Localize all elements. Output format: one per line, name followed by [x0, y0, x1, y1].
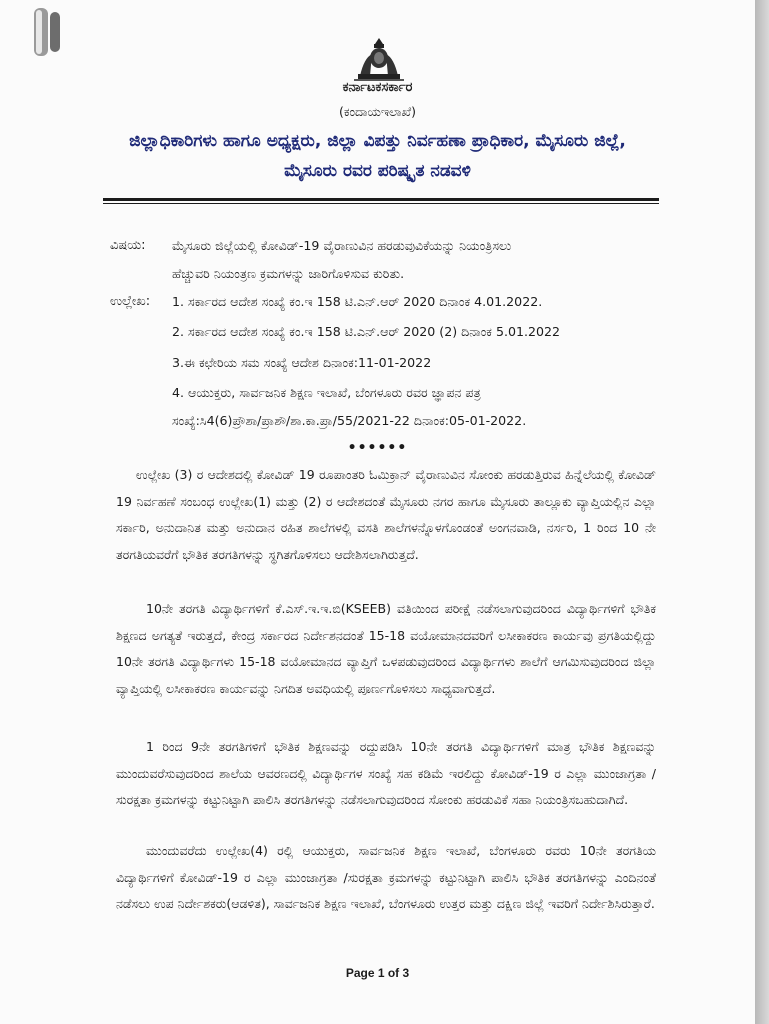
page-number: Page 1 of 3 — [345, 966, 410, 980]
subject-line2: ಹೆಚ್ಚುವರಿ ನಿಯಂತ್ರಣ ಕ್ರಮಗಳನ್ನು ಜಾರಿಗೊಳಿಸುವ ಕುರಿತು. — [172, 266, 405, 281]
reference-item-4: 4. ಆಯುಕ್ತರು, ಸಾರ್ವಜನಿಕ ಶಿಕ್ಷಣ ಇಲಾಖೆ, ಬೆಂಗಳೂರು ರವರ ಜ್ಞಾಪನ ಪತ್ರ — [172, 385, 481, 400]
section-separator: •••••• — [347, 440, 408, 456]
karnataka-emblem-icon — [350, 36, 408, 82]
paragraph-2: 10ನೇ ತರಗತಿ ವಿದ್ಯಾರ್ಥಿಗಳಿಗೆ ಕೆ.ಎಸ್.ಇ.ಇ.ಬಿ(KSEEB) ವತಿಯಿಂದ ಪರೀಕ್ಷೆ ನಡೆಸಲಾಗುವುದರಿಂದ ವಿದ್ಯಾರ್ಥಿಗಳಿಗೆ ಭೌತಿಕ ಶಿಕ್ಷಣದ ಅಗತ್ಯತೆ ಇರುತ್ತದೆ, ಕೇಂದ್ರ ಸರ್ಕಾರದ ನಿರ್ದೇಶನದಂತೆ 15-18 ವಯೋಮಾನದವರಿಗೆ ಲಸೀಕಾಕರಣ ಕಾರ್ಯವು ಪ್ರಗತಿಯಲ್ಲಿದ್ದು 10ನೇ ತರಗತಿ ವಿದ್ಯಾರ್ಥಿಗಳು 15-18 ವಯೋಮಾನದ ವ್ಯಾಪ್ತಿಗೆ ಒಳಪಡುವುದರಿಂದ ವಿದ್ಯಾರ್ಥಿಗಳು ಶಾಲೆಗೆ ಆಗಮಿಸುವುದರಿಂದ ಜಿಲ್ಲಾ ವ್ಯಾಪ್ತಿಯಲ್ಲಿ ಲಸೀಕಾಕರಣ ಕಾರ್ಯವನ್ನು ನಿಗದಿತ ಅವಧಿಯಲ್ಲಿ ಪೂರ್ಣಗೊಳಿಸಲು ಸಾಧ್ಯವಾಗುತ್ತದೆ. — [116, 601, 656, 696]
govt-name: ಕರ್ನಾಟಕಸರ್ಕಾರ — [342, 80, 413, 95]
header-divider-thin — [103, 203, 659, 204]
department-name: (ಕಂದಾಯಇಲಾಖೆ) — [338, 104, 417, 119]
paragraph-1: ಉಲ್ಲೇಖ (3) ರ ಆದೇಶದಲ್ಲಿ ಕೋವಿಡ್ 19 ರೂಪಾಂತರಿ ಓಮಿಕ್ರಾನ್ ವೈರಾಣುವಿನ ಸೋಂಕು ಹರಡುತ್ತಿರುವ ಹಿನ್ನೆಲೆಯಲ್ಲಿ ಕೋವಿಡ್ 19 ನಿರ್ವಹಣೆ ಸಂಬಂಧ ಉಲ್ಲೇಖ(1) ಮತ್ತು (2) ರ ಆದೇಶದಂತೆ ಮೈಸೂರು ನಗರ ಹಾಗೂ ಮೈಸೂರು ತಾಲ್ಲೂಕು ವ್ಯಾಪ್ತಿಯಲ್ಲಿನ ಎಲ್ಲಾ ಸರ್ಕಾರಿ, ಅನುದಾನಿತ ಮತ್ತು ಅನುದಾನ ರಹಿತ ಶಾಲೆಗಳಲ್ಲಿ ವಸತಿ ಶಾಲೆಗಳನ್ನೊಳಗೊಂಡಂತೆ ಅಂಗನವಾಡಿ, ನರ್ಸರಿ, 1 ರಿಂದ 10 ನೇ ತರಗತಿಯವರೆಗೆ ಭೌತಿಕ ತರಗತಿಗಳನ್ನು ಸ್ಥಗಿತಗೊಳಿಸಲು ಆದೇಶಿಸಲಾಗಿರುತ್ತದೆ. — [116, 467, 656, 562]
paragraph-4: ಮುಂದುವರೆದು ಉಲ್ಲೇಖ(4) ರಲ್ಲಿ ಆಯುಕ್ತರು, ಸಾರ್ವಜನಿಕ ಶಿಕ್ಷಣ ಇಲಾಖೆ, ಬೆಂಗಳೂರು ರವರು 10ನೇ ತರಗತಿಯ ವಿದ್ಯಾರ್ಥಿಗಳಿಗೆ ಕೋವಿಡ್-19 ರ ಎಲ್ಲಾ ಮುಂಜಾಗ್ರತಾ /ಸುರಕ್ಷತಾ ಕ್ರಮಗಳನ್ನು ಕಟ್ಟುನಿಟ್ಟಾಗಿ ಪಾಲಿಸಿ ಭೌತಿಕ ತರಗತಿಗಳನ್ನು ಎಂದಿನಂತೆ ನಡೆಸಲು ಉಪ ನಿರ್ದೇಶಕರು(ಆಡಳಿತ), ಸಾರ್ವಜನಿಕ ಶಿಕ್ಷಣ ಇಲಾಖೆ, ಬೆಂಗಳೂರು ಉತ್ತರ ಮತ್ತು ದಕ್ಷಿಣ ಜಿಲ್ಲೆ ಇವರಿಗೆ ನಿರ್ದೇಶಿಸಿರುತ್ತಾರೆ. — [116, 843, 656, 911]
reference-item-4-cont: ಸಂಖ್ಯೆ:ಸಿ4(6)ಪ್ರೌಶಾ/ಪ್ರಾಶೌ/ಶಾ.ಕಾ.ಪ್ರಾ/55/2021-22 ದಿನಾಂಕ:05-01-2022. — [172, 413, 527, 428]
authority-title-line1: ಜಿಲ್ಲಾಧಿಕಾರಿಗಳು ಹಾಗೂ ಅಧ್ಯಕ್ಷರು, ಜಿಲ್ಲಾ ವಿಪತ್ತು ನಿರ್ವಹಣಾ ಪ್ರಾಧಿಕಾರ, ಮೈಸೂರು ಜಿಲ್ಲೆ, — [129, 131, 626, 151]
binder-clip-icon — [28, 6, 66, 58]
subject-label: ವಿಷಯ: — [110, 238, 146, 253]
header-divider-thick — [103, 198, 659, 201]
reference-item-3: 3.ಈ ಕಛೇರಿಯ ಸಮ ಸಂಖ್ಯೆ ಆದೇಶ ದಿನಾಂಕ:11-01-2022 — [172, 355, 432, 370]
authority-title-line2: ಮೈಸೂರು ರವರ ಪರಿಷ್ಕೃತ ನಡವಳಿ — [284, 161, 471, 181]
paragraph-3: 1 ರಿಂದ 9ನೇ ತರಗತಿಗಳಿಗೆ ಭೌತಿಕ ಶಿಕ್ಷಣವನ್ನು ರದ್ದುಪಡಿಸಿ 10ನೇ ತರಗತಿ ವಿದ್ಯಾರ್ಥಿಗಳಿಗೆ ಮಾತ್ರ ಭೌತಿಕ ಶಿಕ್ಷಣವನ್ನು ಮುಂದುವರೆಸುವುದರಿಂದ ಶಾಲೆಯ ಆವರಣದಲ್ಲಿ ವಿದ್ಯಾರ್ಥಿಗಳ ಸಂಖ್ಯೆ ಸಹ ಕಡಿಮೆ ಇರಲಿದ್ದು ಕೋವಿಡ್-19 ರ ಎಲ್ಲಾ ಮುಂಜಾಗ್ರತಾ /ಸುರಕ್ಷತಾ ಕ್ರಮಗಳನ್ನು ಕಟ್ಟುನಿಟ್ಟಾಗಿ ಪಾಲಿಸಿ ತರಗತಿಗಳನ್ನು ನಡೆಸಲಾಗುವುದರಿಂದ ಸೋಂಕು ಹರಡುವಿಕೆ ಸಹಾ ನಿಯಂತ್ರಿಸಬಹುದಾಗಿದೆ. — [116, 739, 656, 807]
reference-label: ಉಲ್ಲೇಖ: — [110, 294, 151, 309]
page-edge-shadow — [755, 0, 769, 1024]
reference-item-2: 2. ಸರ್ಕಾರದ ಆದೇಶ ಸಂಖ್ಯೆ ಕಂ.ಇ 158 ಟಿ.ಎನ್.ಆರ್ 2020 (2) ದಿನಾಂಕ 5.01.2022 — [172, 324, 561, 339]
reference-item-1: 1. ಸರ್ಕಾರದ ಆದೇಶ ಸಂಖ್ಯೆ ಕಂ.ಇ 158 ಟಿ.ಎನ್.ಆರ್ 2020 ದಿನಾಂಕ 4.01.2022. — [172, 294, 543, 309]
subject-line1: ಮೈಸೂರು ಜಿಲ್ಲೆಯಲ್ಲಿ ಕೋವಿಡ್-19 ವೈರಾಣುವಿನ ಹರಡುವುವಿಕೆಯನ್ನು ನಿಯಂತ್ರಿಸಲು — [172, 238, 512, 253]
